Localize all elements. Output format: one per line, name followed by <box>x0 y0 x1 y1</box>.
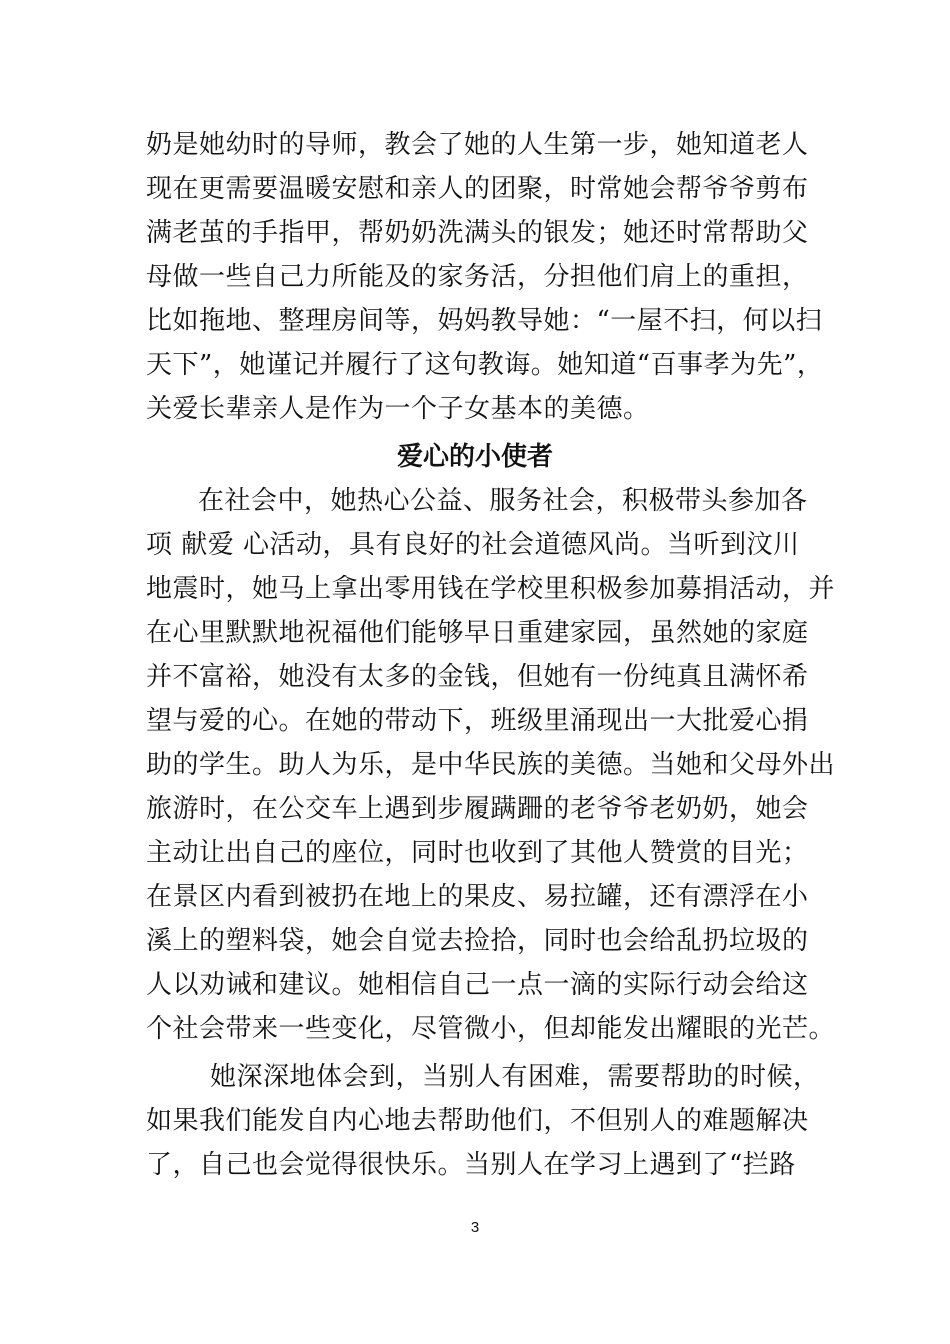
paragraph-2-line: 助的学生。助人为乐，是中华民族的美德。当她和父母外出 <box>146 750 836 780</box>
paragraph-1-line: 现在更需要温暖安慰和亲人的团聚，时常她会帮爷爷剪布 <box>146 174 809 204</box>
paragraph-2-line: 在景区内看到被扔在地上的果皮、易拉罐，还有漂浮在小 <box>146 882 809 912</box>
paragraph-2-line: 人以劝诫和建议。她相信自己一点一滴的实际行动会给这 <box>146 970 809 1000</box>
paragraph-2-line: 个社会带来一些变化，尽管微小，但却能发出耀眼的光芒。 <box>146 1014 836 1044</box>
paragraph-2-line: 旅游时，在公交车上遇到步履蹒跚的老爷爷老奶奶，她会 <box>146 794 809 824</box>
paragraph-1-line: 关爱长辈亲人是作为一个子女基本的美德。 <box>146 394 650 424</box>
page-number: 3 <box>470 1219 480 1236</box>
paragraph-3-line: 了，自己也会觉得很快乐。当别人在学习上遇到了“拦路 <box>146 1150 796 1180</box>
paragraph-2-line: 望与爱的心。在她的带动下，班级里涌现出一大批爱心捐 <box>146 706 809 736</box>
section-heading: 爱心的小使者 <box>396 442 553 472</box>
paragraph-1-line: 母做一些自己力所能及的家务活，分担他们肩上的重担， <box>146 262 809 292</box>
paragraph-2-line: 并不富裕，她没有太多的金钱，但她有一份纯真且满怀希 <box>146 662 809 692</box>
paragraph-3-line: 如果我们能发自内心地去帮助他们，不但别人的难题解决 <box>146 1106 809 1136</box>
paragraph-2-line: 在社会中，她热心公益、服务社会，积极带头参加各 <box>198 486 808 516</box>
paragraph-2-line: 在心里默默地祝福他们能够早日重建家园，虽然她的家庭 <box>146 618 809 648</box>
paragraph-1-line: 天下”，她谨记并履行了这句教诲。她知道“百事孝为先”， <box>146 350 824 380</box>
paragraph-1-line: 比如拖地、整理房间等，妈妈教导她：“一屋不扫，何以扫 <box>146 306 823 336</box>
paragraph-2-line: 项 献爱 心活动，具有良好的社会道德风尚。当听到汶川 <box>146 530 800 560</box>
paragraph-1-line: 满老茧的手指甲，帮奶奶洗满头的银发；她还时常帮助父 <box>146 218 809 248</box>
paragraph-2-line: 地震时，她马上拿出零用钱在学校里积极参加募捐活动，并 <box>146 574 836 604</box>
paragraph-3-line: 她深深地体会到，当别人有困难，需要帮助的时候， <box>210 1062 820 1092</box>
paragraph-2-line: 溪上的塑料袋，她会自觉去捡拾，同时也会给乱扔垃圾的 <box>146 926 809 956</box>
paragraph-2-line: 主动让出自己的座位，同时也收到了其他人赞赏的目光； <box>146 838 809 868</box>
paragraph-1-line: 奶是她幼时的导师，教会了她的人生第一步，她知道老人 <box>146 130 809 160</box>
